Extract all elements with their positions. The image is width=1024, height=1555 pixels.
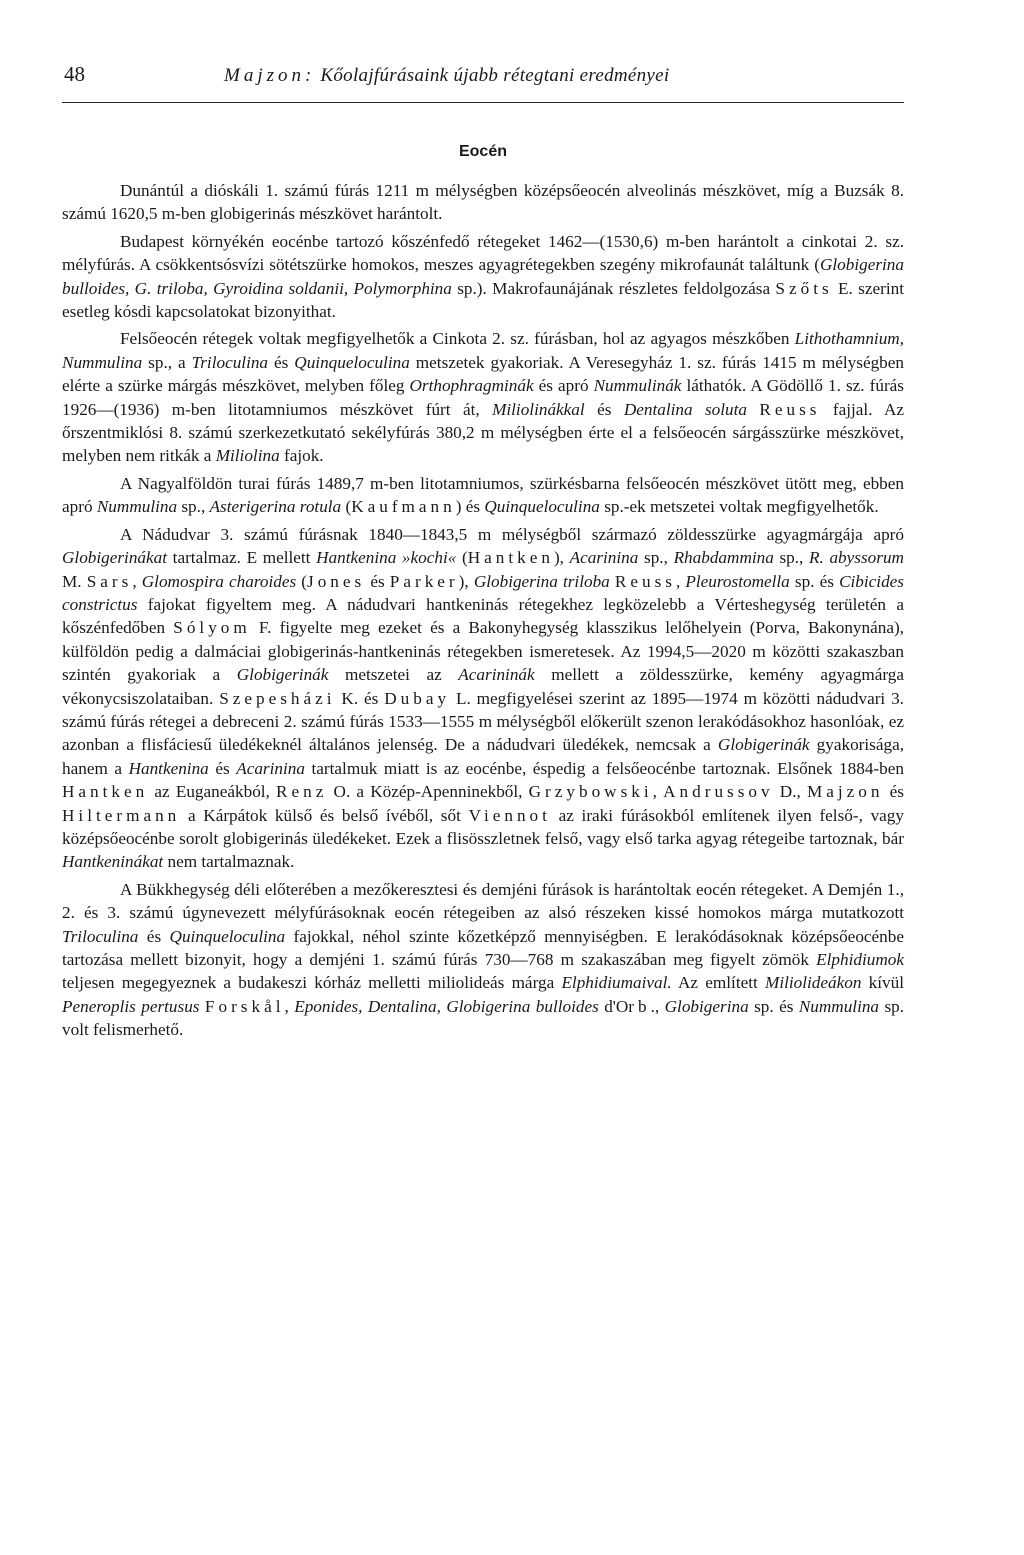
author-name: Szepesházi: [219, 688, 336, 708]
italic-term: Pleurostomella: [685, 571, 790, 591]
text-run: D.,: [773, 782, 807, 802]
text-run: fajokkal, néhol szinte kőzetképző mennyiségben. E lerakódásoknak középsőeocénbe tartozása mellett bizonyit, hogy a demjéni 1. számú fúrás 730—768 m szakaszában meg figyelt zömök: [62, 926, 904, 969]
author-name: Grzybowski: [528, 782, 653, 802]
italic-term: Orthophragminák: [409, 376, 534, 396]
author-name: Sólyom: [173, 618, 251, 638]
italic-term: Hantkeninákat: [62, 852, 164, 872]
italic-term: Globigerina: [664, 996, 749, 1016]
text-run: K. és: [335, 688, 385, 708]
text-run: ),: [458, 571, 474, 591]
text-run: és: [138, 926, 170, 946]
italic-term: Peneroplis pertusus: [62, 996, 200, 1016]
italic-term: R. abyssorum: [809, 548, 904, 568]
text-run: sp. volt felismerhető.: [62, 996, 905, 1040]
text-run: és: [584, 399, 624, 419]
author-name: Renz: [276, 782, 328, 802]
text-run: .,: [650, 996, 665, 1016]
text-run: metszetei az: [328, 665, 459, 685]
author-name: Hantken: [467, 548, 554, 568]
text-run: kívül: [861, 973, 904, 993]
running-title-text: Kőolajfúrásaink újabb rétegtani eredményei: [320, 65, 670, 86]
text-run: láthatók. A Gödöllő 1. sz. fúrás 1926—(1936) m-ben litotamniumos mészkövet fúrt át,: [62, 376, 904, 419]
running-title: [224, 65, 669, 87]
document-page: [62, 62, 904, 1046]
text-run: ),: [553, 548, 570, 568]
text-run: ,: [132, 571, 142, 591]
text-run: és: [208, 758, 237, 778]
text-run: tartalmuk miatt is az eocénbe, éspedig a felsőeocénbe tartoznak. Elsőnek 1884-ben: [304, 758, 904, 778]
text-run: sp.,: [638, 548, 674, 568]
text-run: L. megfigyelései szerint az 1895—1974 m közötti nádudvari 3. számú fúrás rétegei a debreceni 2. számú fúrás 1533—1555 m mélységből előkerült szenon lerakódásokhoz hasonlóak, ez azonban a flisfáciesű üledékeknél általános jelenség. De a nádudvari üledékek, nemcsak a: [62, 688, 904, 755]
italic-term: Acarinina: [236, 758, 305, 778]
text-run: és: [268, 352, 295, 372]
italic-term: Miliolina: [215, 446, 280, 466]
text-run: sp.,: [773, 548, 810, 568]
italic-term: Lithothamnium, Nummulina: [62, 329, 904, 372]
italic-term: Rhabdammina: [673, 548, 774, 568]
text-run: sp.-ek metszetei voltak megfigyelhetők.: [599, 497, 879, 517]
text-run: fajok.: [279, 446, 324, 466]
text-run: ,: [652, 782, 664, 802]
text-run: A Bükkhegység déli előterében a mezőkeresztesi és demjéni fúrások is harántoltak eocén rétegeket. A Demjén 1., 2. és 3. számú úgynevezett mélyfúrásoknak eocén rétegeiben az alsó részeken kissé homokos márga mutatkozott: [62, 879, 904, 923]
text-run: sp. és: [748, 996, 799, 1016]
italic-term: Dentalina soluta: [623, 399, 747, 419]
text-run: (: [341, 497, 352, 517]
author-name: Reuss: [759, 399, 821, 419]
text-run: tartalmaz. E mellett: [167, 548, 317, 568]
text-run: F. figyelte meg ezeket és a Bakonyhegység klasszikus lelőhelyein (Porva, Bakonynána), külföldön pedig a dalmáciai globigerinás-hantkeninás rétegekben ismeretesek. Az 1994,5—2020 m közötti szakaszban szintén gyakoriak a: [62, 618, 904, 685]
italic-term: Nummulinák: [593, 376, 682, 396]
text-run: sp.). Makrofaunájának részletes feldolgozása: [451, 278, 776, 298]
italic-term: Hantkenina: [128, 758, 209, 778]
italic-term: Globigerinák: [236, 665, 329, 685]
italic-term: Nummulina: [798, 996, 880, 1016]
italic-term: Elphidiumok: [816, 950, 904, 969]
paragraph: [62, 523, 904, 874]
page-number: 48: [64, 62, 85, 86]
text-run: O. a Közép-Apenninekből,: [327, 782, 529, 802]
text-run: [747, 400, 759, 419]
author-name: Kaufmann: [351, 497, 456, 517]
text-run: ) és: [455, 497, 485, 517]
italic-term: Glomospira charoides: [141, 571, 297, 591]
running-title-author: Majzon:: [224, 65, 316, 86]
text-run: Felsőeocén rétegek voltak megfigyelhetők a Cinkota 2. sz. fúrásban, hol az agyagos mészkőben: [120, 329, 795, 349]
italic-term: Triloculina: [62, 926, 139, 946]
text-run: (: [296, 571, 308, 591]
text-run: Dunántúl a dióskáli 1. számú fúrás 1211 m mélységben középsőeocén alveolinás mészkövet, míg a Buzsák 8. számú 1620,5 m-ben globigerinás mészkövet harántolt.: [62, 181, 904, 224]
text-run: Az említett: [671, 973, 765, 993]
text-run: A Nagyalföldön turai fúrás 1489,7 m-ben litotamniumos, szürkésbarna felsőeocén mészkövet ütött meg, ebben apró: [62, 473, 904, 517]
running-header: [62, 62, 904, 103]
text-run: gyakorisága, hanem a: [62, 735, 904, 778]
text-run: nem tartalmaznak.: [163, 852, 295, 872]
italic-term: Elphidiumaival.: [561, 973, 672, 993]
author-name: rb: [628, 996, 651, 1016]
italic-term: Globigerinákat: [62, 548, 168, 568]
text-run: ,: [675, 571, 686, 591]
italic-term: Cibicides constrictus: [62, 571, 904, 614]
italic-term: Globigerina triloba: [473, 571, 610, 591]
italic-term: Acarininák: [458, 665, 535, 685]
italic-term: Asterigerina rotula: [209, 497, 342, 517]
author-name: Sars: [86, 571, 133, 591]
text-run: d'O: [598, 996, 629, 1016]
section-title: Eocén: [458, 143, 507, 160]
italic-term: Miliolideákon: [765, 973, 862, 993]
italic-term: Acarinina: [569, 548, 639, 568]
author-name: Majzon: [806, 782, 884, 802]
text-run: metszetek gyakoriak. A Veresegyház 1. sz. fúrás 1415 m mélységben elérte a szürke márgás mészkövet, melyben főleg: [62, 352, 904, 396]
text-run: sp.,: [177, 497, 210, 517]
text-run: és: [883, 782, 904, 802]
author-name: Dubay: [384, 688, 451, 708]
paragraph: [62, 179, 904, 226]
italic-term: Triloculina: [191, 352, 269, 372]
text-run: A Nádudvar 3. számú fúrásnak 1840—1843,5 m mélységből származó zöldesszürke agyagmárgája apró: [120, 524, 904, 544]
italic-term: Miliolinákkal: [492, 399, 585, 419]
author-name: Reuss: [614, 571, 676, 591]
author-name: Hiltermann: [62, 805, 181, 825]
italic-term: Globigerina bulloides, G. triloba, Gyroidina soldanii, Polymorphina: [62, 255, 904, 298]
italic-term: Eponides, Dentalina, Globigerina bulloides: [294, 996, 599, 1016]
text-run: M.: [62, 571, 87, 591]
italic-term: Quinqueloculina: [294, 352, 410, 372]
author-name: Andrussov: [663, 782, 774, 802]
text-run: ,: [284, 996, 295, 1016]
italic-term: Quinqueloculina: [169, 926, 286, 946]
author-name: Parker: [389, 571, 459, 591]
author-name: Hantken: [62, 782, 149, 802]
text-run: teljesen megegyeznek a budakeszi kórház melletti miliolideás márga: [62, 973, 562, 993]
italic-term: Globigerinák: [717, 735, 810, 755]
text-run: (: [456, 548, 468, 568]
body-text: [62, 179, 904, 1042]
author-name: Forskål: [204, 996, 285, 1016]
paragraph: [62, 472, 904, 519]
paragraph: [62, 230, 904, 324]
paragraph: [62, 327, 904, 467]
text-run: az Euganeákból,: [148, 782, 277, 802]
author-name: Jones: [307, 571, 366, 591]
text-run: és apró: [533, 376, 594, 396]
text-run: E. szerint esetleg kósdi kapcsolatokat bizonyithat.: [62, 278, 904, 322]
text-run: az iraki fúrásokból említenek ilyen felső-, vagy középsőeocénbe sorolt globigerinás üledékeket. Ezek a flisösszletnek felső, vagy első tarka agyag rétegeibe tartoznak, bár: [62, 805, 904, 848]
italic-term: Nummulina: [96, 497, 178, 517]
paragraph: [62, 878, 904, 1042]
text-run: fajjal. Az őrszentmiklósi 8. számú szerkezetkutató sekélyfúrás 380,2 m mélységben érte el a felsőeocén sárgásszürke mészkövet, melyben nem ritkák a: [62, 399, 904, 466]
text-run: mellett a zöldesszürke, kemény agyagmárga vékonycsiszolataiban.: [62, 665, 905, 708]
text-run: a Kárpátok külső és belső ívéből, sőt: [180, 805, 469, 825]
italic-term: Quinqueloculina: [484, 497, 600, 517]
author-name: Viennot: [468, 805, 551, 825]
text-run: fajokat figyeltem meg. A nádudvari hantkeninás rétegekhez legközelebb a Vérteshegység területén a kőszénfedőben: [62, 594, 904, 638]
text-run: sp. és: [789, 571, 840, 591]
text-run: Budapest környékén eocénbe tartozó kőszénfedő rétegeket 1462—(1530,6) m-ben harántolt a cinkotai 2. sz. mélyfúrás. A csökkentsósvízi sötétszürke homokos, meszes agyagrétegekben szegény mikrofaunát találtunk (: [62, 231, 904, 275]
italic-term: Hantkenina »kochi«: [316, 548, 457, 568]
text-run: sp., a: [142, 352, 192, 372]
text-run: és: [365, 571, 390, 591]
author-name: Szőts: [775, 278, 833, 298]
